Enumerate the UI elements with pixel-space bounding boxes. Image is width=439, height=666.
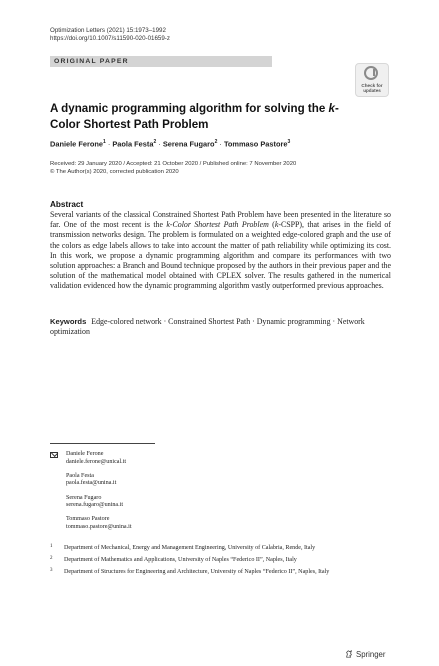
author-list xyxy=(50,139,380,148)
author-name[interactable]: Paola Festa xyxy=(112,139,154,149)
affiliation-text: Department of Mathematics and Applications, University of Naples “Federico II”, Naples, Italy xyxy=(64,556,297,563)
abstract-italic-run: k-Color Shortest Path Problem xyxy=(166,220,269,230)
springer-horse-icon xyxy=(345,650,353,658)
abstract-run: ( xyxy=(268,220,275,230)
keywords-heading: Keywords xyxy=(50,317,87,326)
author-separator: · xyxy=(219,139,222,149)
footnote-rule xyxy=(50,443,155,444)
contact-name: Daniele Ferone xyxy=(66,451,104,457)
author-name[interactable]: Tommaso Pastore xyxy=(223,139,288,149)
affiliation-number: 3 xyxy=(50,567,53,573)
author-name[interactable]: Daniele Ferone xyxy=(50,139,103,149)
envelope-icon xyxy=(50,452,58,458)
affiliation-text: Department of Structures for Engineering and Architecture, University of Naples “Federico II”, Naples, Italy xyxy=(64,568,330,575)
contact-email[interactable]: daniele.ferone@unical.it xyxy=(66,458,127,465)
journal-info xyxy=(50,27,170,43)
contact-entry xyxy=(50,495,132,510)
contact-entry xyxy=(50,451,132,466)
abstract-run: Several variants of the classical Constrained Shortest Path Problem have been presented in the literature so far. One of the most recent is the xyxy=(50,210,391,230)
affiliation-number: 1 xyxy=(50,544,53,549)
author-separator: · xyxy=(158,139,161,149)
contact-email[interactable]: serena.fugaro@unina.it xyxy=(66,502,124,509)
contact-entry xyxy=(50,473,132,488)
paper-title xyxy=(50,101,360,132)
contact-name: Paola Festa xyxy=(66,472,94,479)
author-affiliation-mark: 2 xyxy=(153,139,157,145)
publisher-name: Springer xyxy=(356,650,386,659)
affiliation-text: Department of Mechanical, Energy and Management Engineering, University of Calabria, Rende, Italy xyxy=(64,545,316,551)
updates-line1: Check for xyxy=(361,83,383,88)
bookmark-ring-icon xyxy=(364,66,378,80)
contact-email[interactable]: paola.festa@unina.it xyxy=(66,480,117,487)
affiliation-number: 2 xyxy=(50,555,53,561)
journal-doi-link[interactable]: https://doi.org/10.1007/s11590-020-01659-z xyxy=(50,35,170,42)
affiliations xyxy=(50,545,390,580)
publisher-logo xyxy=(345,650,385,659)
contact-name: Tommaso Pastore xyxy=(66,516,110,523)
contact-email[interactable]: tommaso.pastore@unina.it xyxy=(66,523,132,530)
dates-line: Received: 29 January 2020 / Accepted: 21 October 2020 / Published online: 7 November 2020 xyxy=(50,161,297,167)
author-affiliation-mark: 1 xyxy=(102,139,106,145)
abstract-italic-run: k xyxy=(274,220,279,230)
affiliation-entry xyxy=(50,545,390,553)
affiliation-entry xyxy=(50,557,390,565)
publication-dates xyxy=(50,160,296,176)
article-type-banner: ORIGINAL PAPER xyxy=(50,56,272,67)
copyright-line: © The Author(s) 2020, corrected publication 2020 xyxy=(50,169,179,175)
abstract-run: -CSPP), that arises in the field of transmission networks design. The problem is formulated on a weighted edge-colored graph and the use of the colors as edge labels allows to take into account the matter of path reliability while optimizing its cost. In this work, we propose a dynamic programming algorithm and compare its performances with two solution approaches: a Branch and Bound technique proposed by the authors in their previous paper and the solution of the mathematical model obtained with CPLEX solver. The results gathered in the numerical validation evidenced how the dynamic programming algorithm vastly outperformed previous approaches. xyxy=(50,220,391,291)
author-separator: · xyxy=(107,139,111,149)
title-part1: A dynamic programming algorithm for solving the xyxy=(50,102,329,115)
author-affiliation-mark: 3 xyxy=(287,139,291,145)
affiliation-entry xyxy=(50,569,390,577)
author-affiliation-mark: 2 xyxy=(214,139,218,145)
title-part2: -Color Shortest Path Problem xyxy=(50,102,339,131)
updates-line2: updates xyxy=(363,88,381,93)
journal-citation: Optimization Letters (2021) 15:1973–1992 xyxy=(50,27,166,34)
abstract-heading: Abstract xyxy=(50,200,84,209)
title-k: k xyxy=(328,102,335,115)
author-contacts xyxy=(50,451,132,538)
check-for-updates-badge[interactable] xyxy=(355,63,389,97)
keywords xyxy=(50,317,391,337)
contact-entry xyxy=(50,516,132,531)
contact-name: Serena Fugaro xyxy=(66,494,102,501)
author-name[interactable]: Serena Fugaro xyxy=(162,139,215,149)
keywords-text: Edge-colored network · Constrained Shortest Path · Dynamic programming · Network optimization xyxy=(50,317,365,337)
abstract-text xyxy=(50,210,391,292)
